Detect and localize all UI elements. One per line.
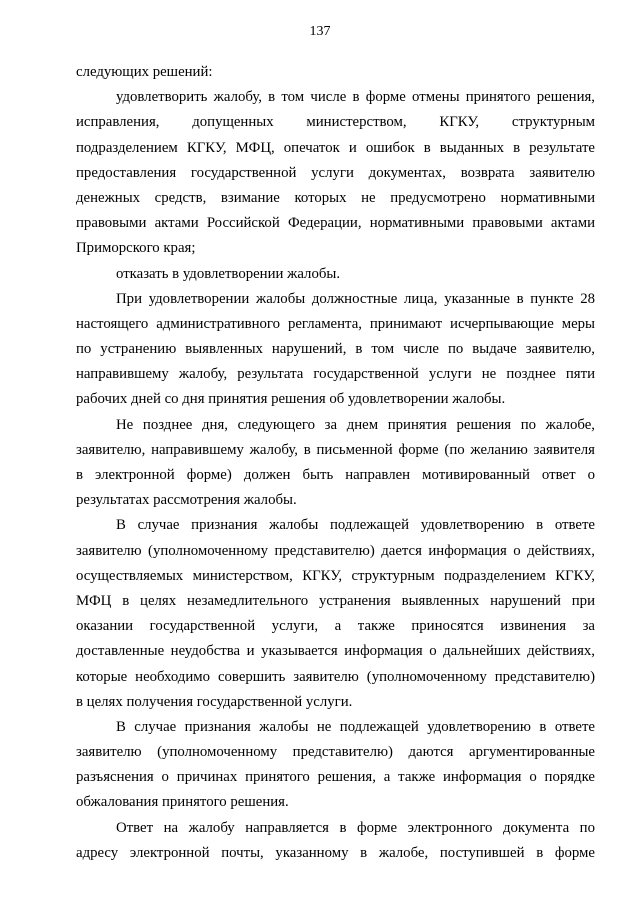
text-line: в электронной форме) должен быть направлен мотивированный ответ о [76, 467, 595, 483]
text-line: При удовлетворении жалобы должностные лица, указанные в пункте 28 [116, 290, 595, 307]
text-line: денежных средств, взимание которых не предусмотрено нормативными [76, 189, 595, 206]
text-line: доставленные неудобства и указывается информация о дальнейших действиях, [76, 643, 595, 660]
text-line: осуществляемых министерством, КГКУ, структурным подразделением КГКУ, [76, 567, 595, 584]
text-line: которые необходимо совершить заявителю (уполномоченному представителю) [76, 668, 595, 685]
text-line: разъяснения о причинах принятого решения, а также информация о порядке [76, 769, 595, 786]
text-line: адресу электронной почты, указанному в жалобе, поступившей в форме [76, 844, 595, 861]
text-line: настоящего административного регламента, принимают исчерпывающие меры [76, 315, 595, 332]
page-number: 137 [309, 24, 331, 39]
text-line: заявителю (уполномоченному представителю) дается информация о действиях, [76, 542, 595, 559]
text-line: В случае признания жалобы не подлежащей удовлетворению в ответе [116, 718, 595, 735]
text-line: правовыми актами Российской Федерации, нормативными правовыми актами [76, 215, 595, 232]
text-line: отказать в удовлетворении жалобы. [116, 265, 341, 282]
text-line: направившему жалобу, результата государственной услуги не позднее пяти [76, 366, 595, 383]
text-line: предоставления государственной услуги документах, возврата заявителю [76, 164, 595, 181]
text-line: обжалования принятого решения. [76, 794, 289, 811]
text-line: исправления, допущенных министерством, КГКУ, структурным [76, 114, 595, 131]
text-line: рабочих дней со дня принятия решения об удовлетворении жалобы. [76, 391, 506, 408]
text-line: удовлетворить жалобу, в том числе в форме отмены принятого решения, [116, 89, 595, 106]
text-line: МФЦ в целях незамедлительного устранения выявленных нарушений при [76, 592, 595, 609]
text-line: Ответ на жалобу направляется в форме электронного документа по [116, 819, 595, 836]
text-line: оказании государственной услуги, а также приносятся извинения за [76, 618, 595, 635]
text-line: Не позднее дня, следующего за днем принятия решения по жалобе, [116, 416, 595, 433]
document-body [76, 60, 595, 866]
text-line: результатах рассмотрения жалобы. [76, 492, 297, 509]
text-line: следующих решений: [76, 64, 213, 80]
text-line: в целях получения государственной услуги. [76, 693, 353, 710]
text-line: подразделением КГКУ, МФЦ, опечаток и ошибок в выданных в результате [76, 139, 595, 156]
text-line: заявителю (уполномоченному представителю) даются аргументированные [76, 744, 595, 761]
text-line: заявителю, направившему жалобу, в письменной форме (по желанию заявителя [76, 441, 595, 458]
text-line: Приморского края; [76, 240, 196, 257]
text-line: по устранению выявленных нарушений, в том числе по выдаче заявителю, [76, 341, 595, 358]
text-line: В случае признания жалобы подлежащей удовлетворению в ответе [116, 517, 595, 534]
